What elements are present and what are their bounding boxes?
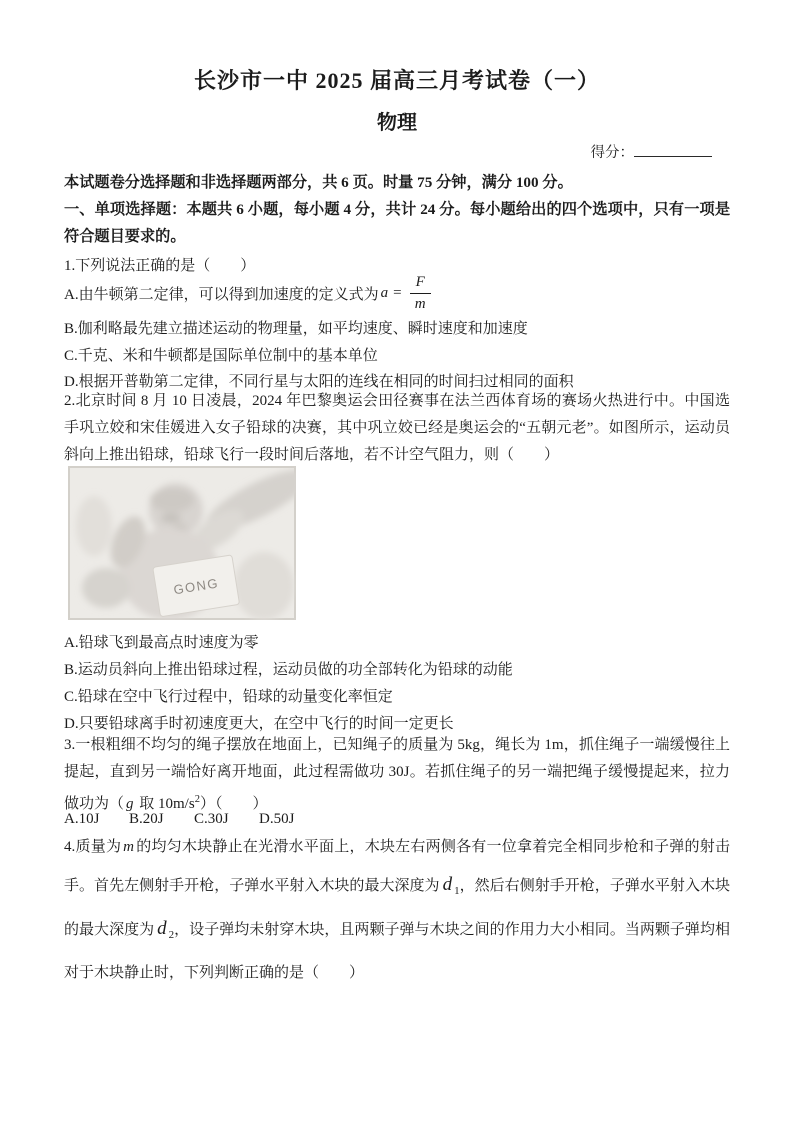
athlete-bib-text: GONG [172, 575, 220, 598]
formula-var-a: a [380, 284, 389, 301]
question-4-seg4: ，设子弹均未射穿木块，且两颗子弹与木块之间的作用力大小相同。当两颗子弹均相对于木块静止时，下列判断正确的是（ ） [64, 922, 730, 981]
question-3-option-c: C.30J [194, 811, 229, 827]
question-1-option-a-text: A.由牛顿第二定律，可以得到加速度的定义式为 [64, 286, 379, 303]
question-3-stem-part2: 取 10m/s [135, 796, 195, 812]
formula-fraction-F-over-m [410, 273, 431, 314]
shotput-athlete-photo [68, 466, 296, 620]
question-4-sub-1: 1 [454, 885, 460, 897]
question-3-option-a: A.10J [64, 811, 100, 827]
formula-denominator: m [414, 295, 426, 312]
exam-subject: 物理 [377, 112, 417, 134]
question-4-var-m: m [123, 839, 135, 855]
question-3-stem-part1: 3.一根粗细不均匀的绳子摆放在地面上，已知绳子的质量为 5kg，绳长为 1m，抓住绳子一端缓慢往上提起，直到另一端恰好离开地面，此过程需做功 30J。若抓住绳子的另一端把绳子缓慢提起来，拉力做功为（ [64, 737, 730, 812]
question-1-option-c: C.千克、米和牛顿都是国际单位制中的基本单位 [64, 348, 378, 364]
score-row [64, 141, 730, 162]
question-1-option-b: B.伽利略最先建立描述运动的物理量，如平均速度、瞬时速度和加速度 [64, 321, 528, 337]
question-1-option-d: D.根据开普勒第二定律，不同行星与太阳的连线在相同的时间扫过相同的面积 [64, 374, 574, 390]
question-2-option-c: C.铅球在空中飞行过程中，铅球的动量变化率恒定 [64, 689, 393, 705]
formula-equals-sign: = [393, 284, 402, 301]
exam-note: 本试题卷分选择题和非选择题两部分，共 6 页。时量 75 分钟，满分 100 分。 [64, 174, 573, 191]
question-1-stem: 1.下列说法正确的是（ ） [64, 258, 256, 274]
question-4-stem [64, 828, 730, 992]
question-4-sub-2: 2 [168, 929, 175, 941]
question-3-stem-part3: ）（ ） [199, 796, 268, 812]
question-4-seg3: ，然后右侧射手开枪，子弹水平射入木块的最大深度为 [64, 878, 730, 938]
question-4-var-d1: d [442, 874, 453, 895]
question-4-seg2: 的均匀木块静止在光滑水平面上，木块左右两侧各有一位拿着完全相同步枪和子弹的射击手。首先左侧射手开枪，子弹水平射入木块的最大深度为 [64, 839, 730, 894]
question-3-var-g: g [126, 796, 134, 812]
question-2-option-b: B.运动员斜向上推出铅球过程，运动员做的功全部转化为铅球的动能 [64, 662, 513, 678]
athlete-photo-image [68, 466, 296, 620]
question-3-exponent: 2 [194, 794, 200, 805]
question-2-stem: 2.北京时间 8 月 10 日凌晨，2024 年巴黎奥运会田径赛事在法兰西体育场的赛场火热进行中。中国选手巩立姣和宋佳媛进入女子铅球的决赛，其中巩立姣已经是奥运会的“五朝元老”。如图所示，运动员斜向上推出铅球，铅球飞行一段时间后落地，若不计空气阻力，则（ ） [64, 393, 730, 463]
question-4-seg1: 4.质量为 [64, 839, 122, 855]
question-1-option-a [64, 268, 730, 318]
question-2-option-d: D.只要铅球离手时初速度更大，在空中飞行的时间一定更长 [64, 716, 454, 732]
question-2-option-a: A.铅球飞到最高点时速度为零 [64, 635, 259, 651]
exam-title: 长沙市一中 2025 届高三月考试卷（一） [193, 68, 600, 93]
score-blank-line [634, 142, 712, 157]
question-4-var-d2: d [157, 918, 167, 939]
question-3-option-d: D.50J [259, 811, 295, 827]
section-one-header: 一、单项选择题：本题共 6 小题，每小题 4 分，共计 24 分。每小题给出的四个选项中，只有一项是符合题目要求的。 [64, 201, 730, 245]
question-3-option-b: B.20J [129, 811, 164, 827]
formula-numerator: F [410, 273, 431, 294]
score-label: 得分： [590, 145, 634, 161]
